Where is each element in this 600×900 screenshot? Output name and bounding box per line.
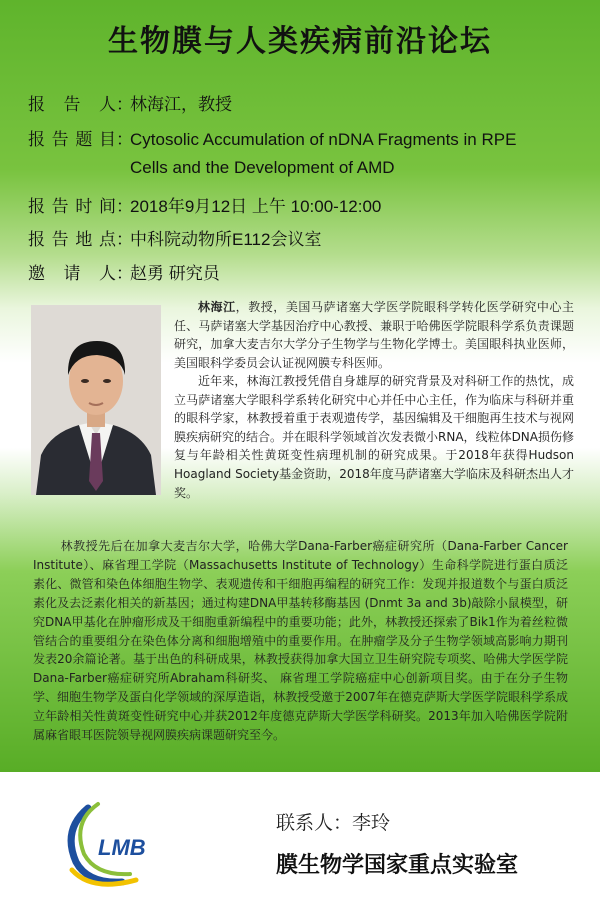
info-label: 报告题目	[28, 130, 116, 150]
lab-name: 膜生物学国家重点实验室	[276, 853, 519, 878]
info-separator: ：	[116, 95, 133, 115]
info-separator: ：	[116, 130, 133, 150]
info-separator: ：	[116, 230, 133, 250]
info-value: Cells and the Development of AMD	[130, 158, 395, 177]
speaker-photo	[31, 305, 161, 495]
info-label: 报 告 人	[28, 95, 116, 115]
info-value: 2018年9月12日 上午 10:00-12:00	[130, 197, 382, 216]
info-separator: ：	[116, 264, 133, 284]
info-topic	[28, 125, 516, 150]
speaker-name: 林海江	[198, 300, 236, 314]
info-separator: ：	[116, 197, 133, 217]
lmb-logo-icon	[58, 800, 162, 888]
info-value: 赵勇 研究员	[130, 264, 220, 283]
info-label: 报告地点	[28, 230, 116, 250]
contact-person: 联系人：李玲	[276, 812, 391, 834]
speaker-portrait-icon	[31, 305, 161, 495]
bio-paragraph-3: 林教授先后在加拿大麦吉尔大学，哈佛大学Dana-Farber癌症研究所（Dana-Farber Cancer Institute）、麻省理工学院（Massachusetts Institute of Technology）生命科学院进行蛋白质泛素化、微管和染色体细胞生物学、表观遗传和干细胞再编程的研究工作：发现并报道数个与蛋白质泛素化及去泛素化相关的新基因；通过构建DNA甲基转移酶基因 (Dnmt 3a and 3b)敲除小鼠模型，研究DNA甲基化在肿瘤形成及干细胞重新编程中的重要功能；此外，林教授还探索了Bik1作为着丝粒微管结合的重要组分在染色体分离和细胞增殖中的重要作用。在肿瘤学及分子生物学领域高影响力期刊发表20余篇论著。基于出色的科研成果，林教授获得加拿大国立卫生研究院专项奖、哈佛大学医学院Dana-Farber癌症研究所Abraham科研奖、 麻省理工学院癌症中心创新项目奖。由于在分子生物学、细胞生物学及蛋白化学领域的深厚造诣，林教授受邀于2007年在德克萨斯大学医学院眼科学系成立年龄相关性黄斑变性研究中心并获2012年度德克萨斯大学医学科研奖。2013年加入哈佛医学院附属麻省眼耳医院领导视网膜疾病课题研究至今。	[33, 539, 568, 743]
info-speaker	[28, 90, 232, 115]
info-label: 报告时间	[28, 197, 116, 217]
bio-paragraph-1	[174, 298, 574, 372]
info-label: 邀 请 人	[28, 264, 116, 284]
bio-paragraph-1-text: ，教授，美国马萨诸塞大学医学院眼科学转化医学研究中心主任、马萨诸塞大学基因治疗中心教授、兼职于哈佛医学院眼科学系负责课题研究，加拿大麦吉尔大学分子生物学与生物化学博士。美国眼科执业医师，美国眼科学委员会认证视网膜专科医师。	[174, 300, 574, 370]
info-value: 林海江，教授	[130, 95, 232, 114]
bio-paragraph-2: 近年来，林海江教授凭借自身雄厚的研究背景及对科研工作的热忱，成立马萨诸塞大学眼科学系转化研究中心并任中心主任，作为临床与科研并重的眼科学家，林教授着重于表观遗传学，基因编辑及干细胞再生技术与视网膜疾病研究的结合。并在眼科学领域首次发表微小RNA，线粒体DNA损伤修复与年龄相关性黄斑变性病理机制的研究成果。于2018年获得Hudson Hoagland Society基金资助，2018年度马萨诸塞大学临床及科研杰出人才奖。	[174, 374, 574, 500]
page-title: 生物膜与人类疾病前沿论坛	[108, 24, 492, 59]
lmb-logo	[58, 800, 162, 888]
info-host	[28, 259, 220, 284]
info-value: 中科院动物所E112会议室	[130, 230, 322, 249]
info-topic-line2	[130, 158, 395, 178]
info-value: Cytosolic Accumulation of nDNA Fragments in RPE	[130, 130, 517, 149]
logo-text: LMB	[98, 835, 146, 860]
info-location	[28, 225, 321, 250]
info-time	[28, 192, 381, 217]
